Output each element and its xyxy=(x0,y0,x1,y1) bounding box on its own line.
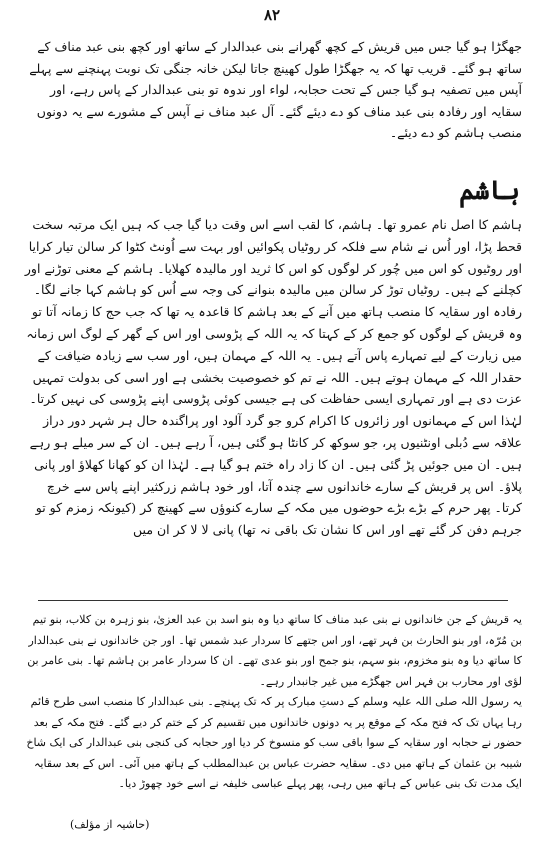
footnote-2: یہ رسول اللہ صلی اللہ علیہ وسلم کے دستِ مبارک پر کہ تک پہنچے۔ بنی عبدالدار کا منصب اسی طرح قائم رہا یہاں تک کہ فتح مکہ کے موقع پر یہ دونوں خاندانوں میں تقسیم کر کے ختم کر دیے گئے۔ فتح مکہ کے بعد حضور نے حجابہ اور سقایہ کے سوا باقی سب کو منسوخ کر دیا اور حجابہ کی کنجی بنی عبدالدار کی ایک شاخ شیبہ بن عثمان کے ہاتھ میں دی۔ سقایہ حضرت عباس بن عبدالمطلب کے ہاتھ میں آئی۔ اس کے بعد سقایہ ایک مدت تک بنی عباس کے ہاتھ میں رہی، پھر پہلے عباسی خلیفہ نے اسے خود چھوڑ دیا۔ xyxy=(26,695,522,790)
section-heading: ہاشم xyxy=(459,176,520,206)
page-number: ۸۲ xyxy=(263,6,281,24)
footnotes xyxy=(22,610,522,795)
paragraph-text: ہاشم کا اصل نام عمرو تھا۔ ہاشم، کا لقب اسے اس وقت دیا گیا جب کہ ہیں ایک مرتبہ سخت قحط پڑا، اور اُس نے شام سے فلکہ کر روٹیاں پکوائیں اور بہت سے اُونٹ کٹوا کر سالن تیار کرایا اور روٹیوں کو اس میں چُور کر لوگوں کو اس کا ثرید اور مالیدہ کھلایا۔ ہاشم کے معنی توڑنے اور کچلنے کے ہیں۔ روٹیاں توڑ کر سالن میں مالیدہ بنوانے کی وجہ سے اُس کو ہاشم کہا جانے لگا۔ رفادہ اور سقایہ کا منصب ہاتھ میں آنے کے بعد ہاشم کا قاعدہ یہ تھا کہ جب حج کا زمانہ آتا تو وہ قریش کے لوگوں کو جمع کر کے کہتا کہ یہ اللہ کے پڑوسی اور اس کے گھر کے لوگ اس زمانہ میں زیارت کے لیے تمہارے پاس آتے ہیں۔ یہ اللہ کے مہمان ہیں، اور سب سے زیادہ ضیافت کے حقدار اللہ کے مہمان ہوتے ہیں۔ اللہ نے تم کو خصوصیت بخشی ہے اور اسی کی بدولت تمہیں عزت دی ہے اور تمہاری ایسی حفاظت کی ہے جیسی کوئی پڑوسی اپنے پڑوسی کی نہیں کرتا۔ لہٰذا اس کے مہمانوں اور زائروں کا اکرام کرو جو گرد آلود اور پراگندہ حال ہر شہر دور دراز علاقہ سے دُبلی اونٹنیوں پر، جو سوکھ کر کانٹا ہو گئی ہیں، آ رہے ہیں۔ ان کے سر میلے ہو رہے ہیں۔ ان میں جوئیں پڑ گئی ہیں۔ ان کا زاد راہ ختم ہو گیا ہے۔ لہٰذا ان کو کھانا کھلاؤ اور پانی پلاؤ۔ اس پر قریش کے سارے خاندانوں سے چندہ آتا، اور خود ہاشم زرکثیر اپنے پاس سے خرچ کرتا۔ پھر حرم کے بڑے بڑے حوضوں میں مکہ کے سارے کنوؤں سے کھینچ کر (کیونکہ زمزم کو تو جرہم دفن کر گئے تھے اور اس کا نشان تک باقی نہ تھا) پانی لا لا کر ان میں xyxy=(24,217,522,538)
footnote-1: یہ قریش کے جن خاندانوں نے بنی عبد مناف کا ساتھ دیا وہ بنو اسد بن عبد العزیٰ، بنو زہرہ بن کلاب، بنو تیم بن مُرّہ، اور بنو الحارث بن فہر تھے، اور اس جتھے کا سردار عبد شمس تھا۔ اور جن خاندانوں نے بنی عبدالدار کا ساتھ دیا وہ بنو مخزوم، بنو سہم، بنو جمح اور بنو عدی تھے۔ ان کا سردار عامر بن ہاشم تھا۔ بنی عامر بن لؤی اور محارب بن فہر اس جھگڑے میں غیر جانبدار رہے۔ xyxy=(27,613,522,688)
body-paragraph-1 xyxy=(22,36,522,144)
footnote-divider xyxy=(38,600,508,601)
body-paragraph-2 xyxy=(22,214,522,541)
footnote-attribution: (حاشیہ از مؤلف) xyxy=(70,818,150,831)
paragraph-text: جھگڑا ہو گیا جس میں قریش کے کچھ گھرانے بنی عبدالدار کے ساتھ اور کچھ بنی عبد مناف کے ساتھ ہو گئے۔ قریب تھا کہ یہ جھگڑا طول کھینچ جاتا لیکن خانہ جنگی تک نوبت پہنچنے سے پہلے آپس میں تصفیہ ہو گیا جس کے تحت حجابہ، لواء اور ندوہ تو بنی عبدالدار کے پاس رہے، اور سقایہ اور رفادہ بنی عبد مناف کو دے دیئے گئے۔ آل عبد مناف نے آپس کے مشورے سے یہ دونوں منصب ہاشم کو دے دیئے۔ xyxy=(29,39,522,140)
